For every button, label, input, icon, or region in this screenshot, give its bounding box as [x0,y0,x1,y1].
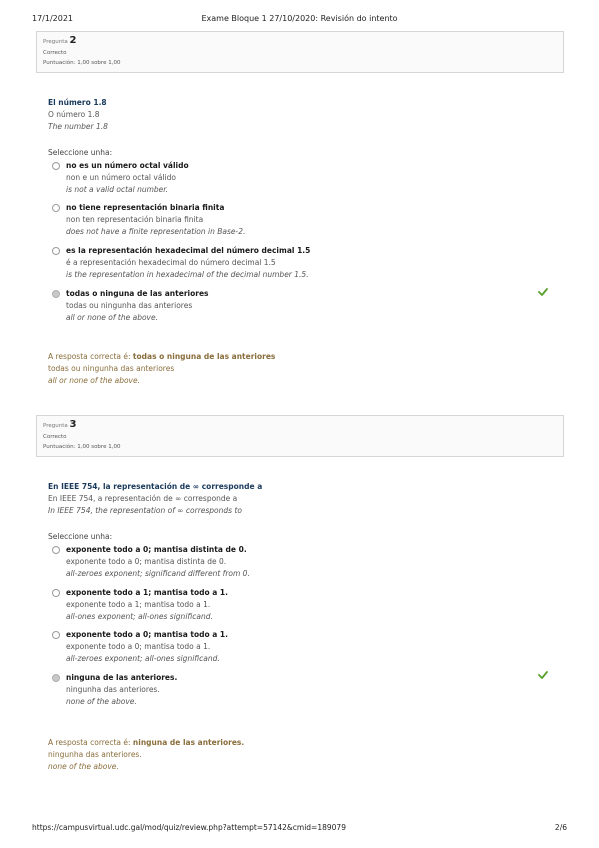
print-header [32,14,567,26]
question-text-gl: En IEEE 754, a representación de ∞ corresponde a [48,494,238,503]
correct-answer-feedback [48,351,275,387]
answer-gl: exponente todo a 1; mantisa todo a 1. [66,600,211,609]
answer-option[interactable] [52,544,250,580]
answer-gl: todas ou ningunha das anteriores [66,301,193,310]
feedback-en: none of the above. [48,762,119,771]
print-date: 17/1/2021 [32,14,74,23]
answer-option[interactable] [52,629,228,665]
answer-option-selected[interactable] [52,288,209,324]
radio-button[interactable] [52,247,60,255]
answer-gl: exponente todo a 0; mantisa distinta de 0. [66,557,227,566]
radio-button[interactable] [52,631,60,639]
question-number [43,419,557,430]
radio-button[interactable] [52,204,60,212]
answer-es: no es un número octal válido [66,161,189,170]
feedback-es: ninguna de las anteriores. [132,738,245,747]
answer-gl: exponente todo a 0; mantisa todo a 1. [66,642,211,651]
answer-es: todas o ninguna de las anteriores [66,289,209,298]
question-number-value: 2 [69,35,77,46]
page-number: 2/6 [554,823,567,832]
answer-es: ninguna de las anteriores. [66,673,178,682]
answer-option[interactable] [52,202,245,238]
question-text [48,481,262,517]
answer-gl: é a representación hexadecimal do número decimal 1.5 [66,258,276,267]
question-info-box [36,31,564,73]
radio-button[interactable] [52,589,60,597]
question-text-es: El número 1.8 [48,98,107,107]
question-text-en: In IEEE 754, the representation of ∞ corresponds to [48,506,242,515]
question-number [43,35,557,46]
question-label: Pregunta [43,39,68,45]
question-text-gl: O número 1.8 [48,110,100,119]
check-icon [538,288,548,296]
radio-button-selected[interactable] [52,290,60,298]
question-score: Puntuación: 1,00 sobre 1,00 [43,444,121,450]
answer-en: all-zeroes exponent; all-ones significand. [66,654,220,663]
answer-es: exponente todo a 0; mantisa distinta de 0. [66,545,247,554]
answer-gl: non ten representación binaria finita [66,215,204,224]
answer-en: none of the above. [66,697,137,706]
feedback-es: todas o ninguna de las anteriores [132,352,276,361]
correct-answer-feedback [48,737,244,773]
answer-prompt: Seleccione unha: [48,532,113,541]
question-score: Puntuación: 1,00 sobre 1,00 [43,60,121,66]
answer-es: exponente todo a 1; mantisa todo a 1. [66,588,228,597]
radio-button-selected[interactable] [52,674,60,682]
answer-en: is the representation in hexadecimal of the decimal number 1.5. [66,270,309,279]
print-title: Exame Bloque 1 27/10/2020: Revisión do intento [201,14,398,23]
feedback-label: A resposta correcta é: [48,352,131,361]
question-info-box [36,415,564,457]
answer-en: all-zeroes exponent; significand different from 0. [66,569,250,578]
question-status: Correcto [43,50,67,56]
answer-en: all or none of the above. [66,313,158,322]
answer-en: all-ones exponent; all-ones significand. [66,612,213,621]
answer-es: exponente todo a 0; mantisa todo a 1. [66,630,228,639]
page-url: https://campusvirtual.udc.gal/mod/quiz/review.php?attempt=57142&cmid=189079 [32,823,346,832]
answer-prompt: Seleccione unha: [48,148,113,157]
answer-gl: ningunha das anteriores. [66,685,160,694]
feedback-gl: todas ou ningunha das anteriores [48,364,175,373]
answer-option-selected[interactable] [52,672,177,708]
answer-en: is not a valid octal number. [66,185,169,194]
answer-en: does not have a finite representation in Base-2. [66,227,246,236]
answer-option[interactable] [52,587,228,623]
feedback-gl: ningunha das anteriores. [48,750,142,759]
answer-es: es la representación hexadecimal del número decimal 1.5 [66,246,311,255]
radio-button[interactable] [52,546,60,554]
question-text-es: En IEEE 754, la representación de ∞ corresponde a [48,482,263,491]
answer-option[interactable] [52,245,310,281]
question-number-value: 3 [69,419,77,430]
question-text [48,97,108,133]
radio-button[interactable] [52,162,60,170]
answer-option[interactable] [52,160,189,196]
answer-gl: non e un número octal válido [66,173,176,182]
answer-es: no tiene representación binaria finita [66,203,225,212]
question-label: Pregunta [43,423,68,429]
feedback-en: all or none of the above. [48,376,140,385]
question-text-en: The number 1.8 [48,122,108,131]
feedback-label: A resposta correcta é: [48,738,131,747]
check-icon [538,671,548,679]
question-status: Correcto [43,434,67,440]
